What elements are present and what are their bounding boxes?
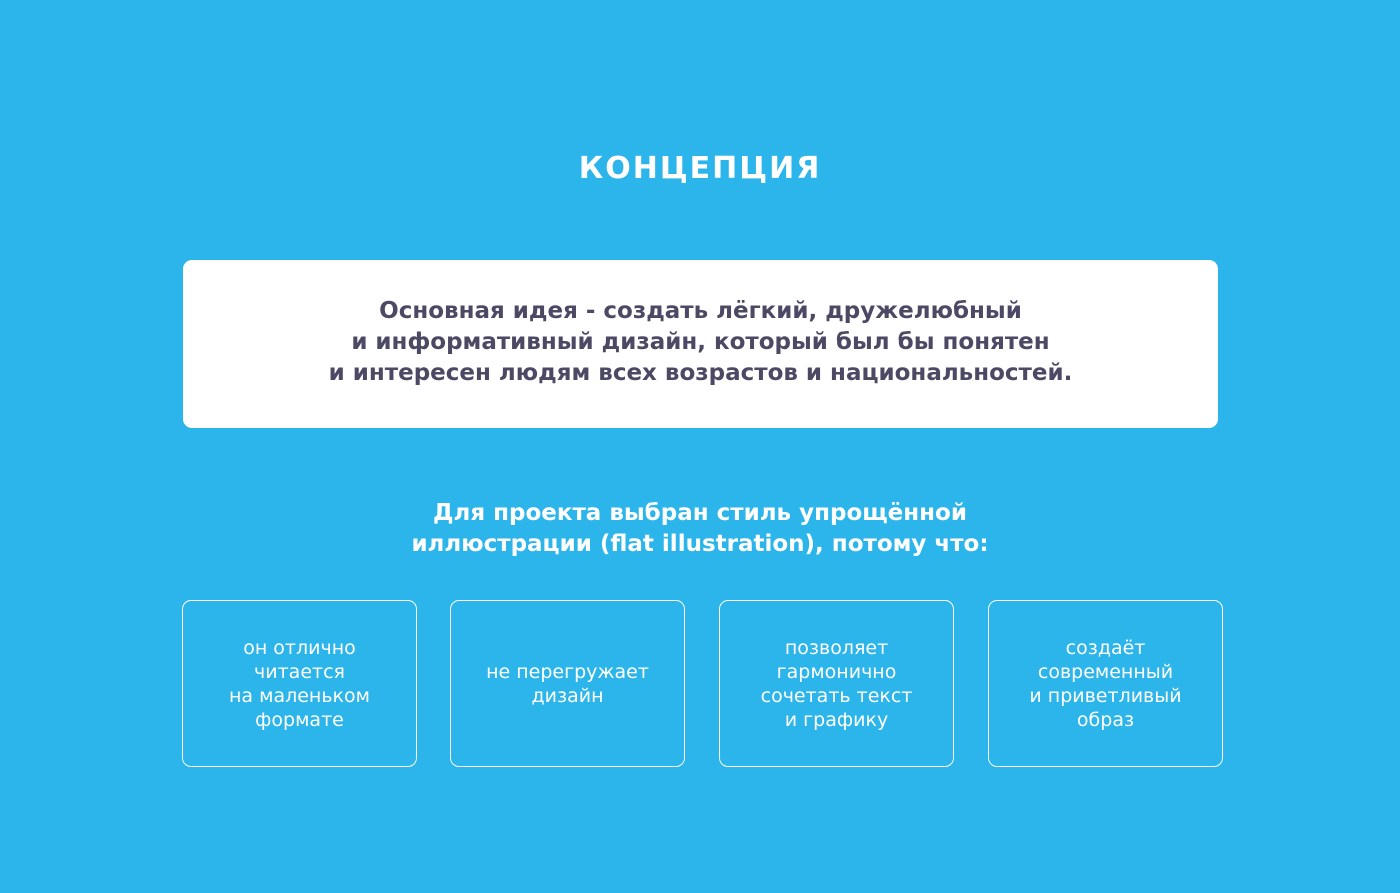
style-intro [0,498,1400,560]
reason-text-line: он отлично [243,636,356,659]
reason-text-line: современный [1037,660,1174,683]
main-idea-line: и интересен людям всех возрастов и национальностей. [328,359,1073,386]
reason-text-line: образ [1076,708,1135,731]
reason-text-line: читается [254,660,345,683]
reason-text-line: позволяет [784,636,889,659]
page-title: КОНЦЕПЦИЯ [578,151,822,186]
reason-card-harmony [719,600,954,767]
reason-text-line: не перегружает [486,660,649,683]
main-idea-line: и информативный дизайн, который был бы понятен [351,328,1050,355]
main-idea-line: Основная идея - создать лёгкий, дружелюбный [379,297,1022,324]
reason-text-line: дизайн [531,684,604,707]
reason-text-line: сочетать текст [760,684,913,707]
reason-text-line: и графику [784,708,889,731]
reason-card-readability [182,600,417,767]
reason-text-line: и приветливый [1029,684,1182,707]
reason-text-line: формате [255,708,344,731]
style-intro-line: иллюстрации (flat illustration), потому что: [411,531,989,557]
main-idea-card [183,260,1218,428]
reason-card-modern [988,600,1223,767]
reason-text-line: на маленьком [229,684,370,707]
reason-card-not-overloaded [450,600,685,767]
style-intro-line: Для проекта выбран стиль упрощённой [433,500,967,526]
reason-text-line: гармонично [776,660,897,683]
reason-text-line: создаёт [1065,636,1146,659]
